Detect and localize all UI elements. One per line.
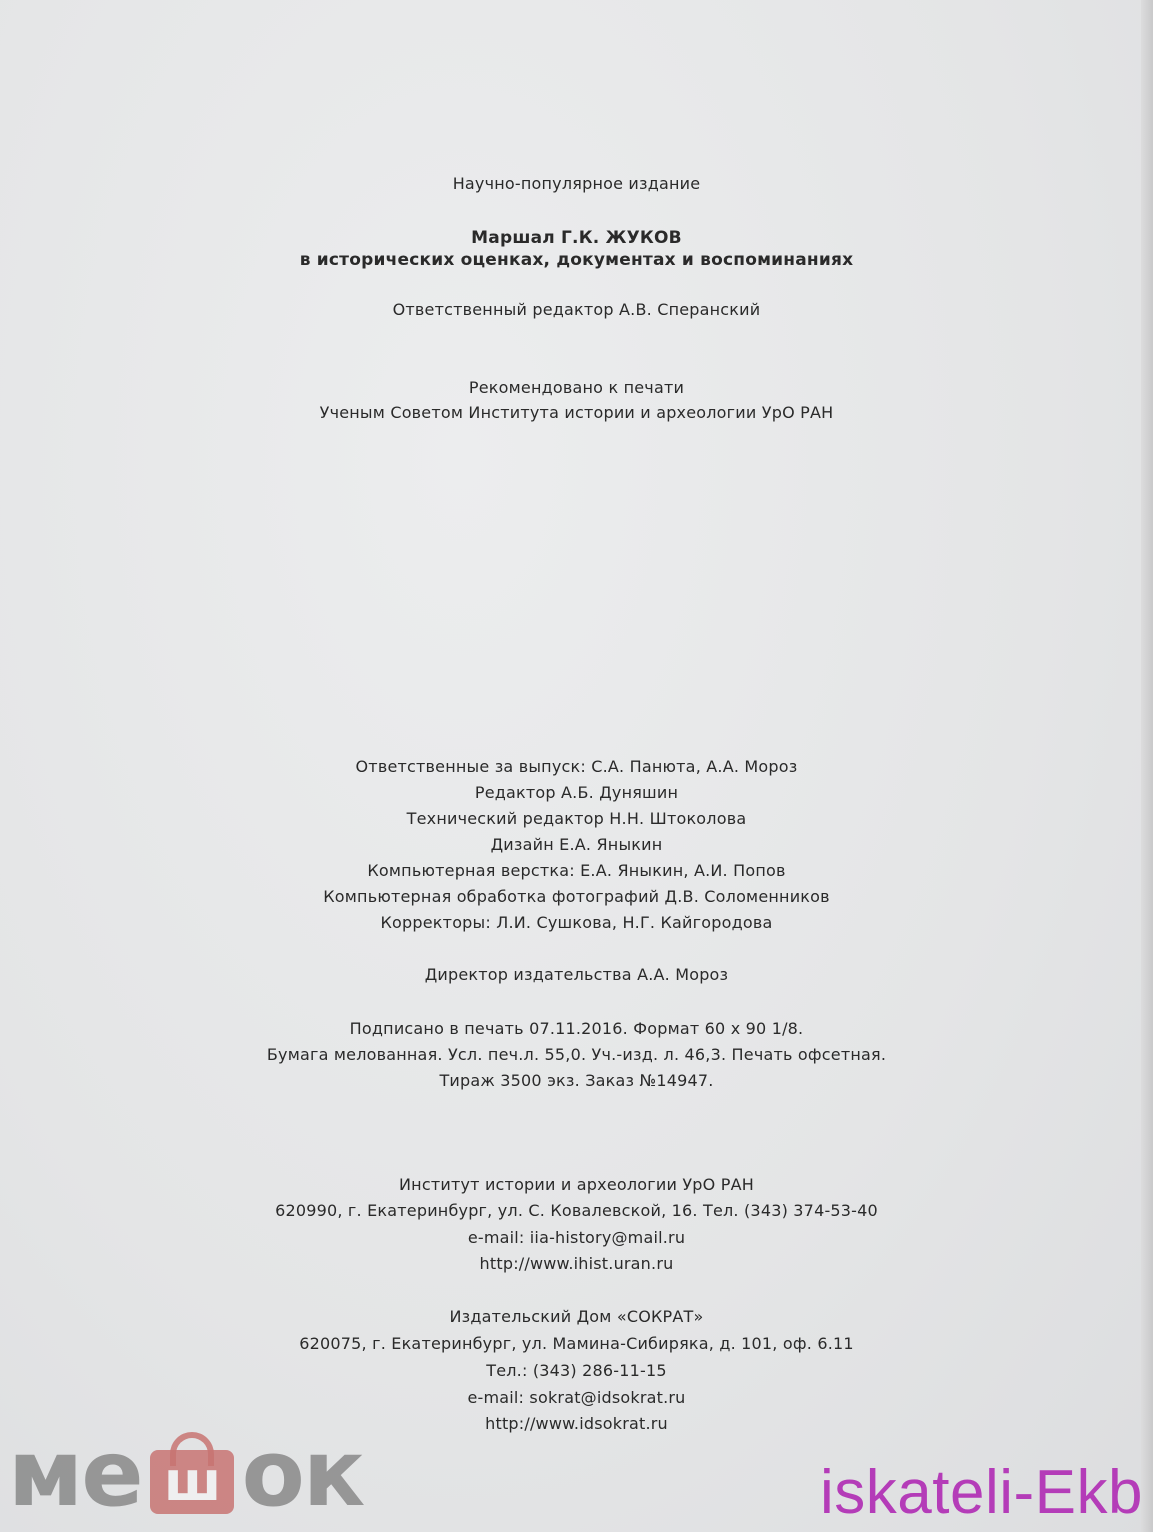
chief-editor: Ответственный редактор А.В. Сперанский bbox=[392, 300, 761, 319]
credit-line: Компьютерная обработка фотографий Д.В. Соломенников bbox=[323, 887, 830, 906]
institute-email: e-mail: iia-history@mail.ru bbox=[467, 1228, 686, 1247]
institute-name: Институт истории и археологии УрО РАН bbox=[399, 1175, 754, 1194]
recommended-line-1: Рекомендовано к печати bbox=[468, 378, 685, 397]
meshok-watermark bbox=[8, 1418, 363, 1528]
shopping-bag-icon bbox=[144, 1430, 240, 1516]
publisher-address: 620075, г. Екатеринбург, ул. Мамина-Сибиряка, д. 101, оф. 6.11 bbox=[299, 1334, 854, 1353]
credit-line: Дизайн Е.А. Яныкин bbox=[490, 835, 663, 854]
publisher-email: e-mail: sokrat@idsokrat.ru bbox=[467, 1388, 686, 1407]
print-info-line: Тираж 3500 экз. Заказ №14947. bbox=[439, 1071, 714, 1090]
publisher-director: Директор издательства А.А. Мороз bbox=[424, 965, 729, 984]
seller-watermark: iskateli-Ekb bbox=[820, 1458, 1143, 1527]
meshok-watermark-prefix: ме bbox=[8, 1419, 142, 1527]
book-title: Маршал Г.К. ЖУКОВ bbox=[471, 228, 682, 248]
shopping-bag-letter: ш bbox=[163, 1450, 220, 1513]
credit-line: Редактор А.Б. Дуняшин bbox=[474, 783, 679, 802]
credit-line: Технический редактор Н.Н. Штоколова bbox=[406, 809, 747, 828]
institute-website: http://www.ihist.uran.ru bbox=[479, 1254, 674, 1273]
edition-type: Научно-популярное издание bbox=[452, 174, 701, 193]
publisher-phone: Тел.: (343) 286-11-15 bbox=[486, 1361, 667, 1380]
credit-line: Ответственные за выпуск: С.А. Панюта, А.А. Мороз bbox=[355, 757, 798, 776]
publisher-name: Издательский Дом «СОКРАТ» bbox=[449, 1307, 704, 1326]
credit-line: Компьютерная верстка: Е.А. Яныкин, А.И. Попов bbox=[367, 861, 786, 880]
credit-line: Корректоры: Л.И. Сушкова, Н.Г. Кайгородова bbox=[380, 913, 773, 932]
publisher-website: http://www.idsokrat.ru bbox=[485, 1414, 668, 1433]
recommended-line-2: Ученым Советом Института истории и археологии УрО РАН bbox=[319, 403, 834, 422]
print-info-line: Бумага мелованная. Усл. печ.л. 55,0. Уч.-изд. л. 46,3. Печать офсетная. bbox=[266, 1045, 887, 1064]
book-subtitle: в исторических оценках, документах и воспоминаниях bbox=[299, 250, 854, 270]
print-info-line: Подписано в печать 07.11.2016. Формат 60 x 90 1/8. bbox=[349, 1019, 804, 1038]
meshok-watermark-suffix: ок bbox=[241, 1419, 364, 1527]
institute-address: 620990, г. Екатеринбург, ул. С. Ковалевской, 16. Тел. (343) 374-53-40 bbox=[275, 1201, 878, 1220]
